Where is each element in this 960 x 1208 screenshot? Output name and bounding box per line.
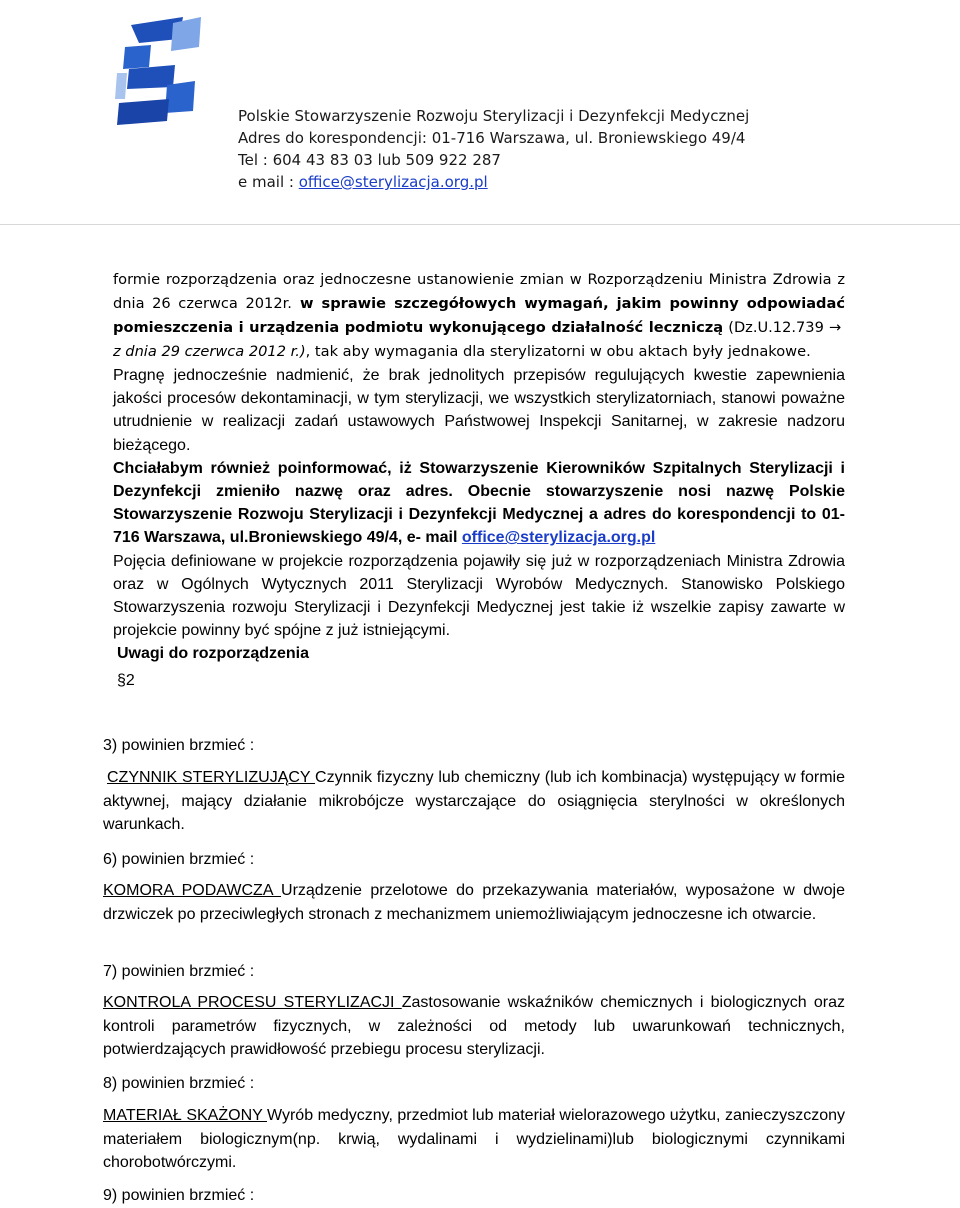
paragraph-1: Pragnę jednocześnie nadmienić, że brak jednolitych przepisów regulujących kwestie zapewnienia jakości procesów dekontaminacji, w tym sterylizacji, we wszystkich sterylizatorniach, stanowi poważne utrudnienie w realizacji zadań ustawowych Państwowej Inspekcji Sanitarnej, w zakresie nadzoru bieżącego. (113, 367, 845, 454)
email-prefix: e mail : (238, 173, 299, 191)
def-label-9: 9) powinien brzmieć : (103, 1187, 255, 1204)
definition-8-term: MATERIAŁ SKAŻONY (103, 1107, 268, 1124)
address: Adres do korespondencji: 01-716 Warszawa, ul. Broniewskiego 49/4 (238, 129, 746, 147)
header-divider (0, 224, 960, 225)
phone: Tel : 604 43 83 03 lub 509 922 287 (238, 151, 501, 169)
uwagi-heading: Uwagi do rozporządzenia (117, 645, 310, 663)
intro-date: z dnia 29 czerwca 2012 r.) (113, 343, 306, 360)
intro-bold: w sprawie szczegółowych wymagań, jakim powinny odpowiadać pomieszczenia i urządzenia podmiotu wykonującego działalność leczniczą (113, 295, 845, 336)
definition-3-term: CZYNNIK STERYLIZUJĄCY (107, 769, 316, 786)
paragraph-2 (113, 457, 845, 550)
def-label-3: 3) powinien brzmieć : (103, 737, 255, 754)
letterhead (238, 105, 798, 193)
def-label-7: 7) powinien brzmieć : (103, 963, 255, 980)
intro-text: formie rozporządzenia oraz jednoczesne ustanowienie zmian w Rozporządzeniu Ministra Zdrowia z dnia 26 czerwca 2012r. (113, 271, 845, 312)
def-label-8: 8) powinien brzmieć : (103, 1075, 255, 1092)
definition-6-text: Urządzenie przelotowe do przekazywania materiałów, wyposażone w dwoje drzwiczek po przeciwległych stronach z mechanizmem uniemożliwiającym jednoczesne ich otwarcie. (103, 882, 845, 923)
association-logo (113, 3, 213, 133)
definition-3-text: Czynnik fizyczny lub chemiczny (lub ich kombinacja) występujący w formie aktywnej, mający działanie mikrobójcze wystarczające do osiągnięcia sterylności w określonych warunkach. (103, 769, 845, 833)
paragraph-2-email[interactable]: office@sterylizacja.org.pl (461, 529, 656, 547)
definition-8 (103, 1104, 845, 1175)
definition-7-text: Zastosowanie wskaźników chemicznych i biologicznych oraz kontroli parametrów fizycznych, w zależności od metody lub uwarunkowań technicznych, potwierdzających prawidłowość przebiegu procesu sterylizacji. (103, 994, 846, 1058)
definition-6-term: KOMORA PODAWCZA (103, 882, 282, 899)
email-line (238, 171, 798, 193)
definition-3 (103, 766, 845, 837)
section-mark: §2 (117, 671, 135, 689)
def-label-6: 6) powinien brzmieć : (103, 851, 255, 868)
email-link[interactable]: office@sterylizacja.org.pl (298, 173, 488, 191)
main-paragraphs (113, 364, 845, 692)
definition-6 (103, 879, 845, 926)
intro-tail: , tak aby wymagania dla sterylizatorni w obu aktach były jednakowe. (305, 343, 811, 360)
paragraph-3: Pojęcia definiowane w projekcie rozporządzenia pojawiły się już w rozporządzeniach Ministra Zdrowia oraz w Ogólnych Wytycznych 2011 Sterylizacji Wyrobów Medycznych. Stanowisko Polskiego Stowarzyszenia rozwoju Sterylizacji i Dezynfekcji Medycznej jest takie iż wszelkie zapisy zawarte w projekcie powinny być spójne z już istniejącymi. (113, 552, 845, 640)
definition-7-term: KONTROLA PROCESU STERYLIZACJI (103, 994, 402, 1011)
org-name: Polskie Stowarzyszenie Rozwoju Sterylizacji i Dezynfekcji Medycznej (238, 107, 750, 125)
arrow-icon: → (829, 319, 842, 336)
paragraph-2-bold: Chciałabym również poinformować, iż Stowarzyszenie Kierowników Szpitalnych Sterylizacji i Dezynfekcji zmieniło nazwę oraz adres. Obecnie stowarzyszenie nosi nazwę Polskie Stowarzyszenie Rozwoju Sterylizacji i Dezynfekcji Medycznej a adres do korespondencji to 01-716 Warszawa, ul.Broniewskiego 49/4, e- mail (113, 459, 845, 547)
definition-7 (103, 991, 845, 1062)
intro-paragraph (113, 268, 845, 364)
intro-ref: (Dz.U.12.739 (723, 319, 824, 336)
letter-body (113, 268, 845, 692)
definition-8-text: Wyrób medyczny, przedmiot lub materiał wielorazowego użytku, zanieczyszczony materiałem biologicznym(np. krwią, wydalinami i wydzielinami)lub biologicznymi czynnikami chorobotwórczymi. (103, 1107, 846, 1171)
